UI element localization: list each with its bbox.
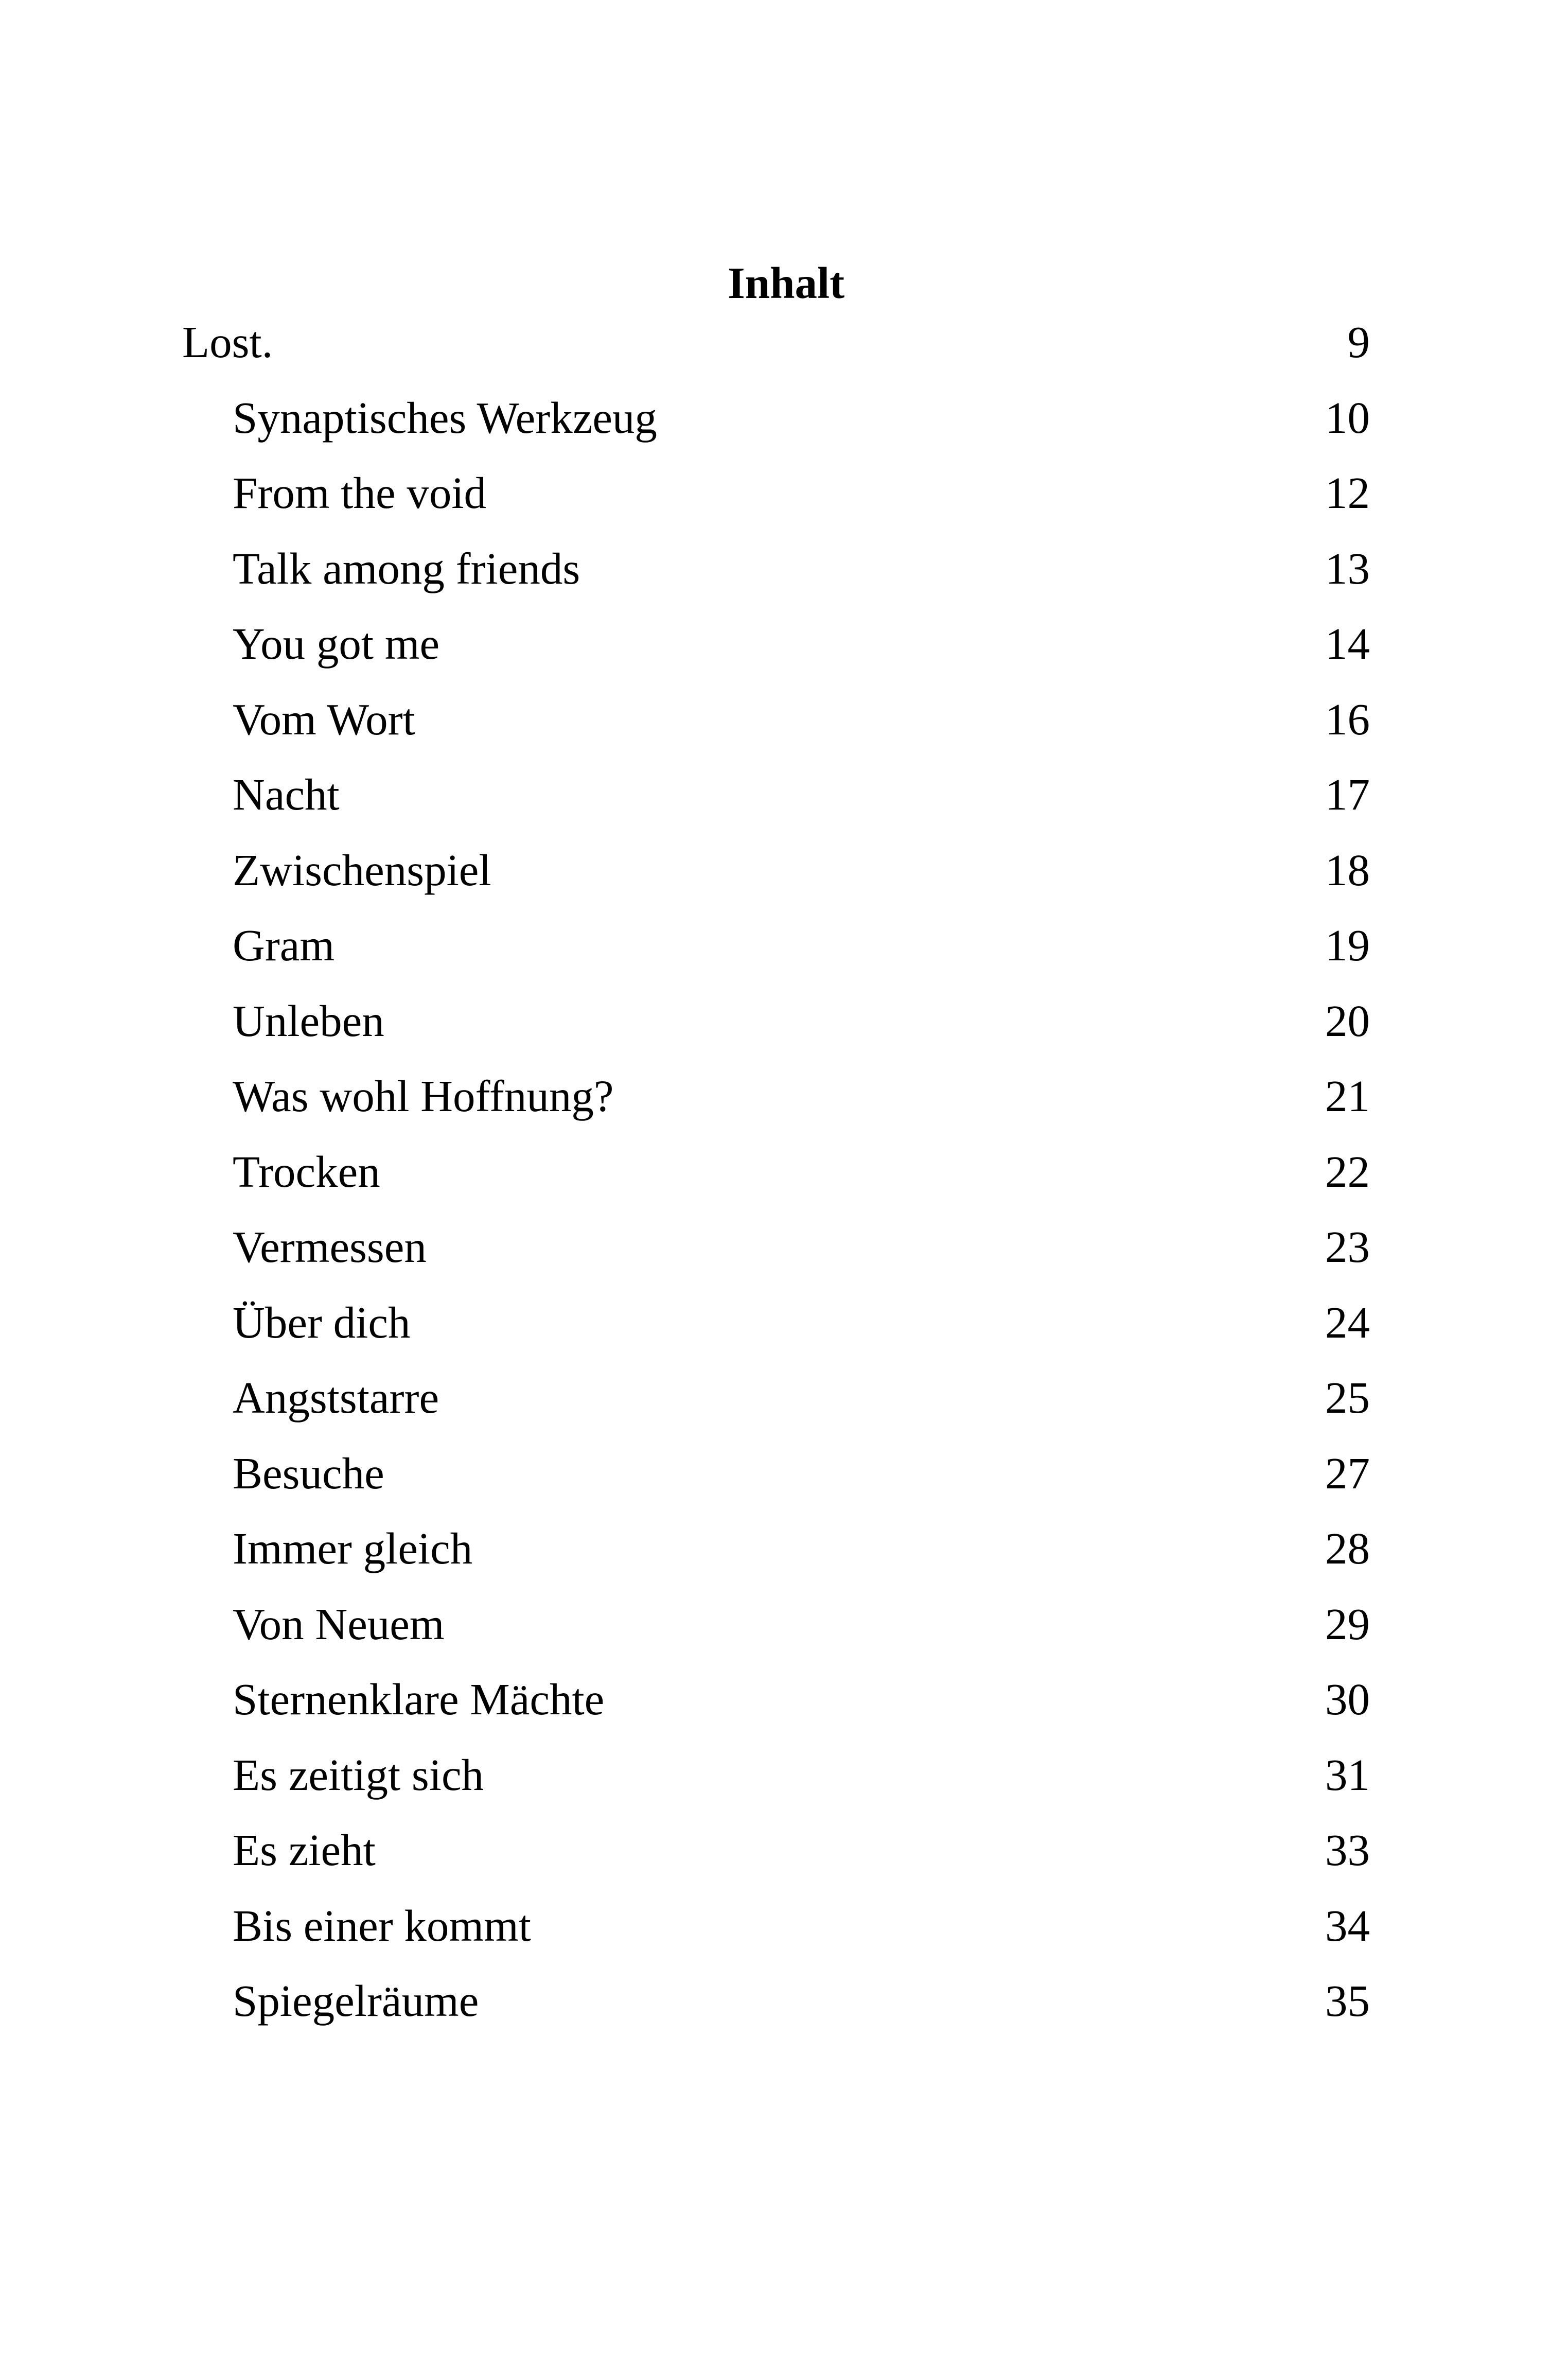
- toc-entry-title: Angststarre: [233, 1373, 439, 1422]
- toc-entry: [0, 1221, 1568, 1273]
- toc-entry: [0, 995, 1568, 1047]
- toc-entry-title: Trocken: [233, 1146, 380, 1197]
- toc-entry: [0, 467, 1568, 519]
- toc-entry-title: Immer gleich: [233, 1523, 473, 1573]
- toc-entry-page-number: 16: [1325, 694, 1370, 744]
- toc-entry-page-number: 12: [1325, 468, 1370, 518]
- toc-entry: [0, 392, 1568, 444]
- toc-entry: [0, 1749, 1568, 1801]
- toc-entry-title: Über dich: [233, 1297, 411, 1347]
- toc-entry: [0, 1674, 1568, 1725]
- toc-entry-page-number: 14: [1325, 619, 1370, 669]
- toc-entry: [0, 694, 1568, 745]
- toc-entry: [0, 543, 1568, 594]
- toc-entry-title: Es zieht: [233, 1825, 376, 1875]
- toc-entry-page-number: 22: [1325, 1146, 1370, 1197]
- toc-entry: [0, 618, 1568, 670]
- toc-entry-title: Von Neuem: [233, 1599, 445, 1649]
- toc-entry-page-number: 13: [1325, 543, 1370, 593]
- toc-entry-page-number: 21: [1325, 1071, 1370, 1121]
- toc-entry-page-number: 35: [1325, 1976, 1370, 2026]
- toc-entry-page-number: 30: [1325, 1674, 1370, 1724]
- toc-entry-title: Vom Wort: [233, 694, 415, 744]
- toc-entry-title: You got me: [233, 619, 440, 669]
- toc-entry-title: Es zeitigt sich: [233, 1749, 484, 1800]
- toc-entry: [0, 1448, 1568, 1499]
- toc-entry-page-number: 29: [1325, 1599, 1370, 1649]
- toc-entry-page-number: 9: [1347, 317, 1370, 367]
- toc-entry-title: Vermessen: [233, 1222, 427, 1272]
- toc-entry: [0, 1975, 1568, 2027]
- toc-entry: [0, 845, 1568, 896]
- toc-heading: Inhalt: [727, 258, 845, 308]
- toc-entry-page-number: 18: [1325, 845, 1370, 895]
- toc-entry-title: Besuche: [233, 1448, 384, 1498]
- toc-entry-title: Was wohl Hoffnung?: [233, 1071, 614, 1121]
- toc-entry-title: Bis einer kommt: [233, 1900, 531, 1951]
- toc-entry: [0, 1523, 1568, 1574]
- toc-entry-title: Lost.: [182, 317, 273, 367]
- toc-entry: [0, 1372, 1568, 1424]
- toc-entry-title: Synaptisches Werkzeug: [233, 392, 657, 443]
- toc-entry: [0, 1599, 1568, 1650]
- toc-entry-page-number: 28: [1325, 1523, 1370, 1573]
- toc-entry-page-number: 19: [1325, 920, 1370, 970]
- toc-entry-title: Unleben: [233, 995, 384, 1046]
- toc-entry: [0, 1297, 1568, 1348]
- toc-entry-page-number: 24: [1325, 1297, 1370, 1347]
- toc-entry-title: Spiegelräume: [233, 1976, 479, 2026]
- toc-entry-title: Zwischenspiel: [233, 845, 491, 895]
- toc-entry: [0, 1146, 1568, 1198]
- toc-entry: [0, 1900, 1568, 1952]
- toc-entry-page-number: 33: [1325, 1825, 1370, 1875]
- toc-entry-title: From the void: [233, 468, 486, 518]
- toc-entry-title: Talk among friends: [233, 543, 580, 593]
- toc-entry-title: Sternenklare Mächte: [233, 1674, 605, 1724]
- toc-entry: [0, 1824, 1568, 1876]
- toc-entry: [0, 317, 1568, 368]
- toc-entry: [0, 920, 1568, 971]
- toc-entry-page-number: 23: [1325, 1222, 1370, 1272]
- toc-entry: [0, 769, 1568, 820]
- toc-entry-title: Nacht: [233, 769, 340, 819]
- toc-entry-title: Gram: [233, 920, 335, 970]
- toc-entry: [0, 1070, 1568, 1122]
- toc-entry-page-number: 27: [1325, 1448, 1370, 1498]
- toc-entry-page-number: 25: [1325, 1373, 1370, 1422]
- toc-entry-page-number: 31: [1325, 1749, 1370, 1800]
- toc-entry-page-number: 20: [1325, 995, 1370, 1046]
- toc-entry-page-number: 17: [1325, 769, 1370, 819]
- toc-entry-page-number: 10: [1325, 392, 1370, 443]
- toc-entry-page-number: 34: [1325, 1900, 1370, 1951]
